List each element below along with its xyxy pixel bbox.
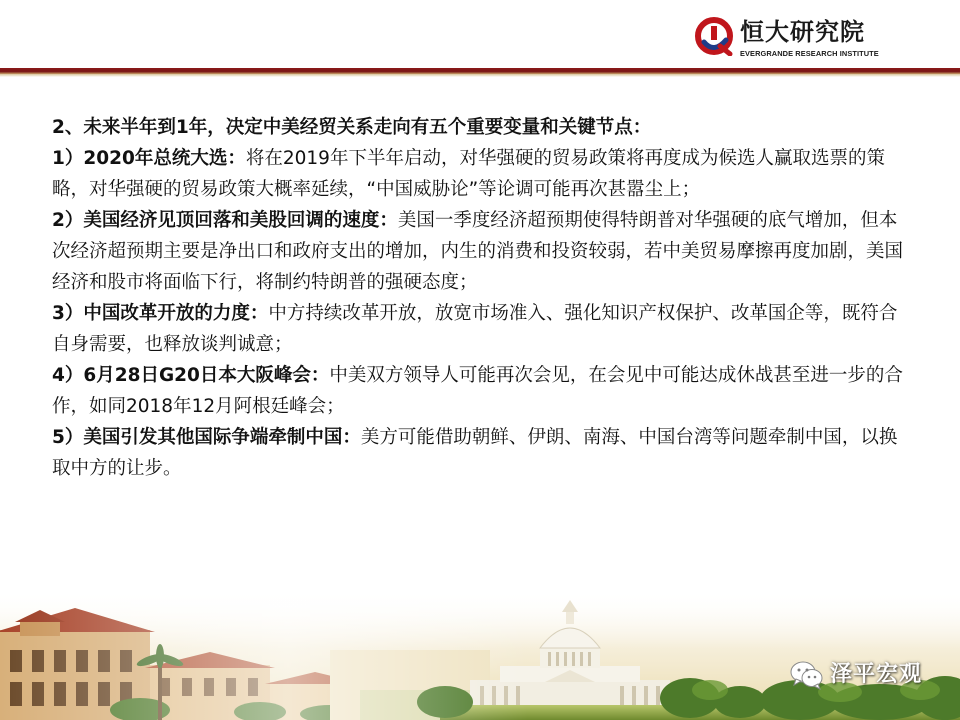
item-text: 将在2019年下半年启动，对华强硬的贸易政策将再度成为候选人赢取选票的策略，对华强硬的贸易政策大概率延续，“中国威胁论”等论调可能再次甚嚣尘上；	[52, 148, 885, 200]
item-text: 中美双方领导人可能再次会见，在会见中可能达成休战甚至进一步的合作，如同2018年12月阿根廷峰会；	[52, 365, 903, 417]
item-text: 中方持续改革开放，放宽市场准入、强化知识产权保护、改革国企等，既符合自身需要，也释放谈判诚意；	[52, 303, 898, 355]
header-divider-shadow	[0, 74, 960, 77]
wechat-account-name: 泽平宏观	[830, 662, 923, 687]
section-heading: 2、未来半年到1年，决定中美经贸关系走向有五个重要变量和关键节点：	[52, 117, 652, 138]
list-item	[52, 422, 914, 484]
wechat-icon	[790, 660, 824, 690]
evergrande-logo	[694, 14, 884, 64]
item-lead: 3）中国改革开放的力度：	[52, 303, 269, 324]
list-item	[52, 143, 914, 205]
footer-scenery-illustration	[0, 590, 960, 720]
evergrande-logo-icon	[694, 16, 734, 56]
logo-english-name: EVERGRANDE RESEARCH INSTITUTE	[740, 49, 879, 58]
item-text: 美方可能借助朝鲜、伊朗、南海、中国台湾等问题牵制中国，以换取中方的让步。	[52, 427, 898, 479]
list-item	[52, 298, 914, 360]
slide-body	[52, 112, 914, 484]
item-lead: 4）6月28日G20日本大阪峰会：	[52, 365, 330, 386]
logo-chinese-name: 恒大研究院	[740, 18, 865, 46]
item-text: 美国一季度经济超预期使得特朗普对华强硬的底气增加，但本次经济超预期主要是净出口和政府支出的增加，内生的消费和投资较弱，若中美贸易摩擦再度加剧，美国经济和股市将面临下行，将制约特朗普的强硬态度；	[52, 210, 904, 293]
item-lead: 2）美国经济见顶回落和美股回调的速度：	[52, 210, 398, 231]
item-lead: 1）2020年总统大选：	[52, 148, 246, 169]
item-lead: 5）美国引发其他国际争端牵制中国：	[52, 427, 361, 448]
list-item	[52, 360, 914, 422]
list-item	[52, 205, 914, 298]
